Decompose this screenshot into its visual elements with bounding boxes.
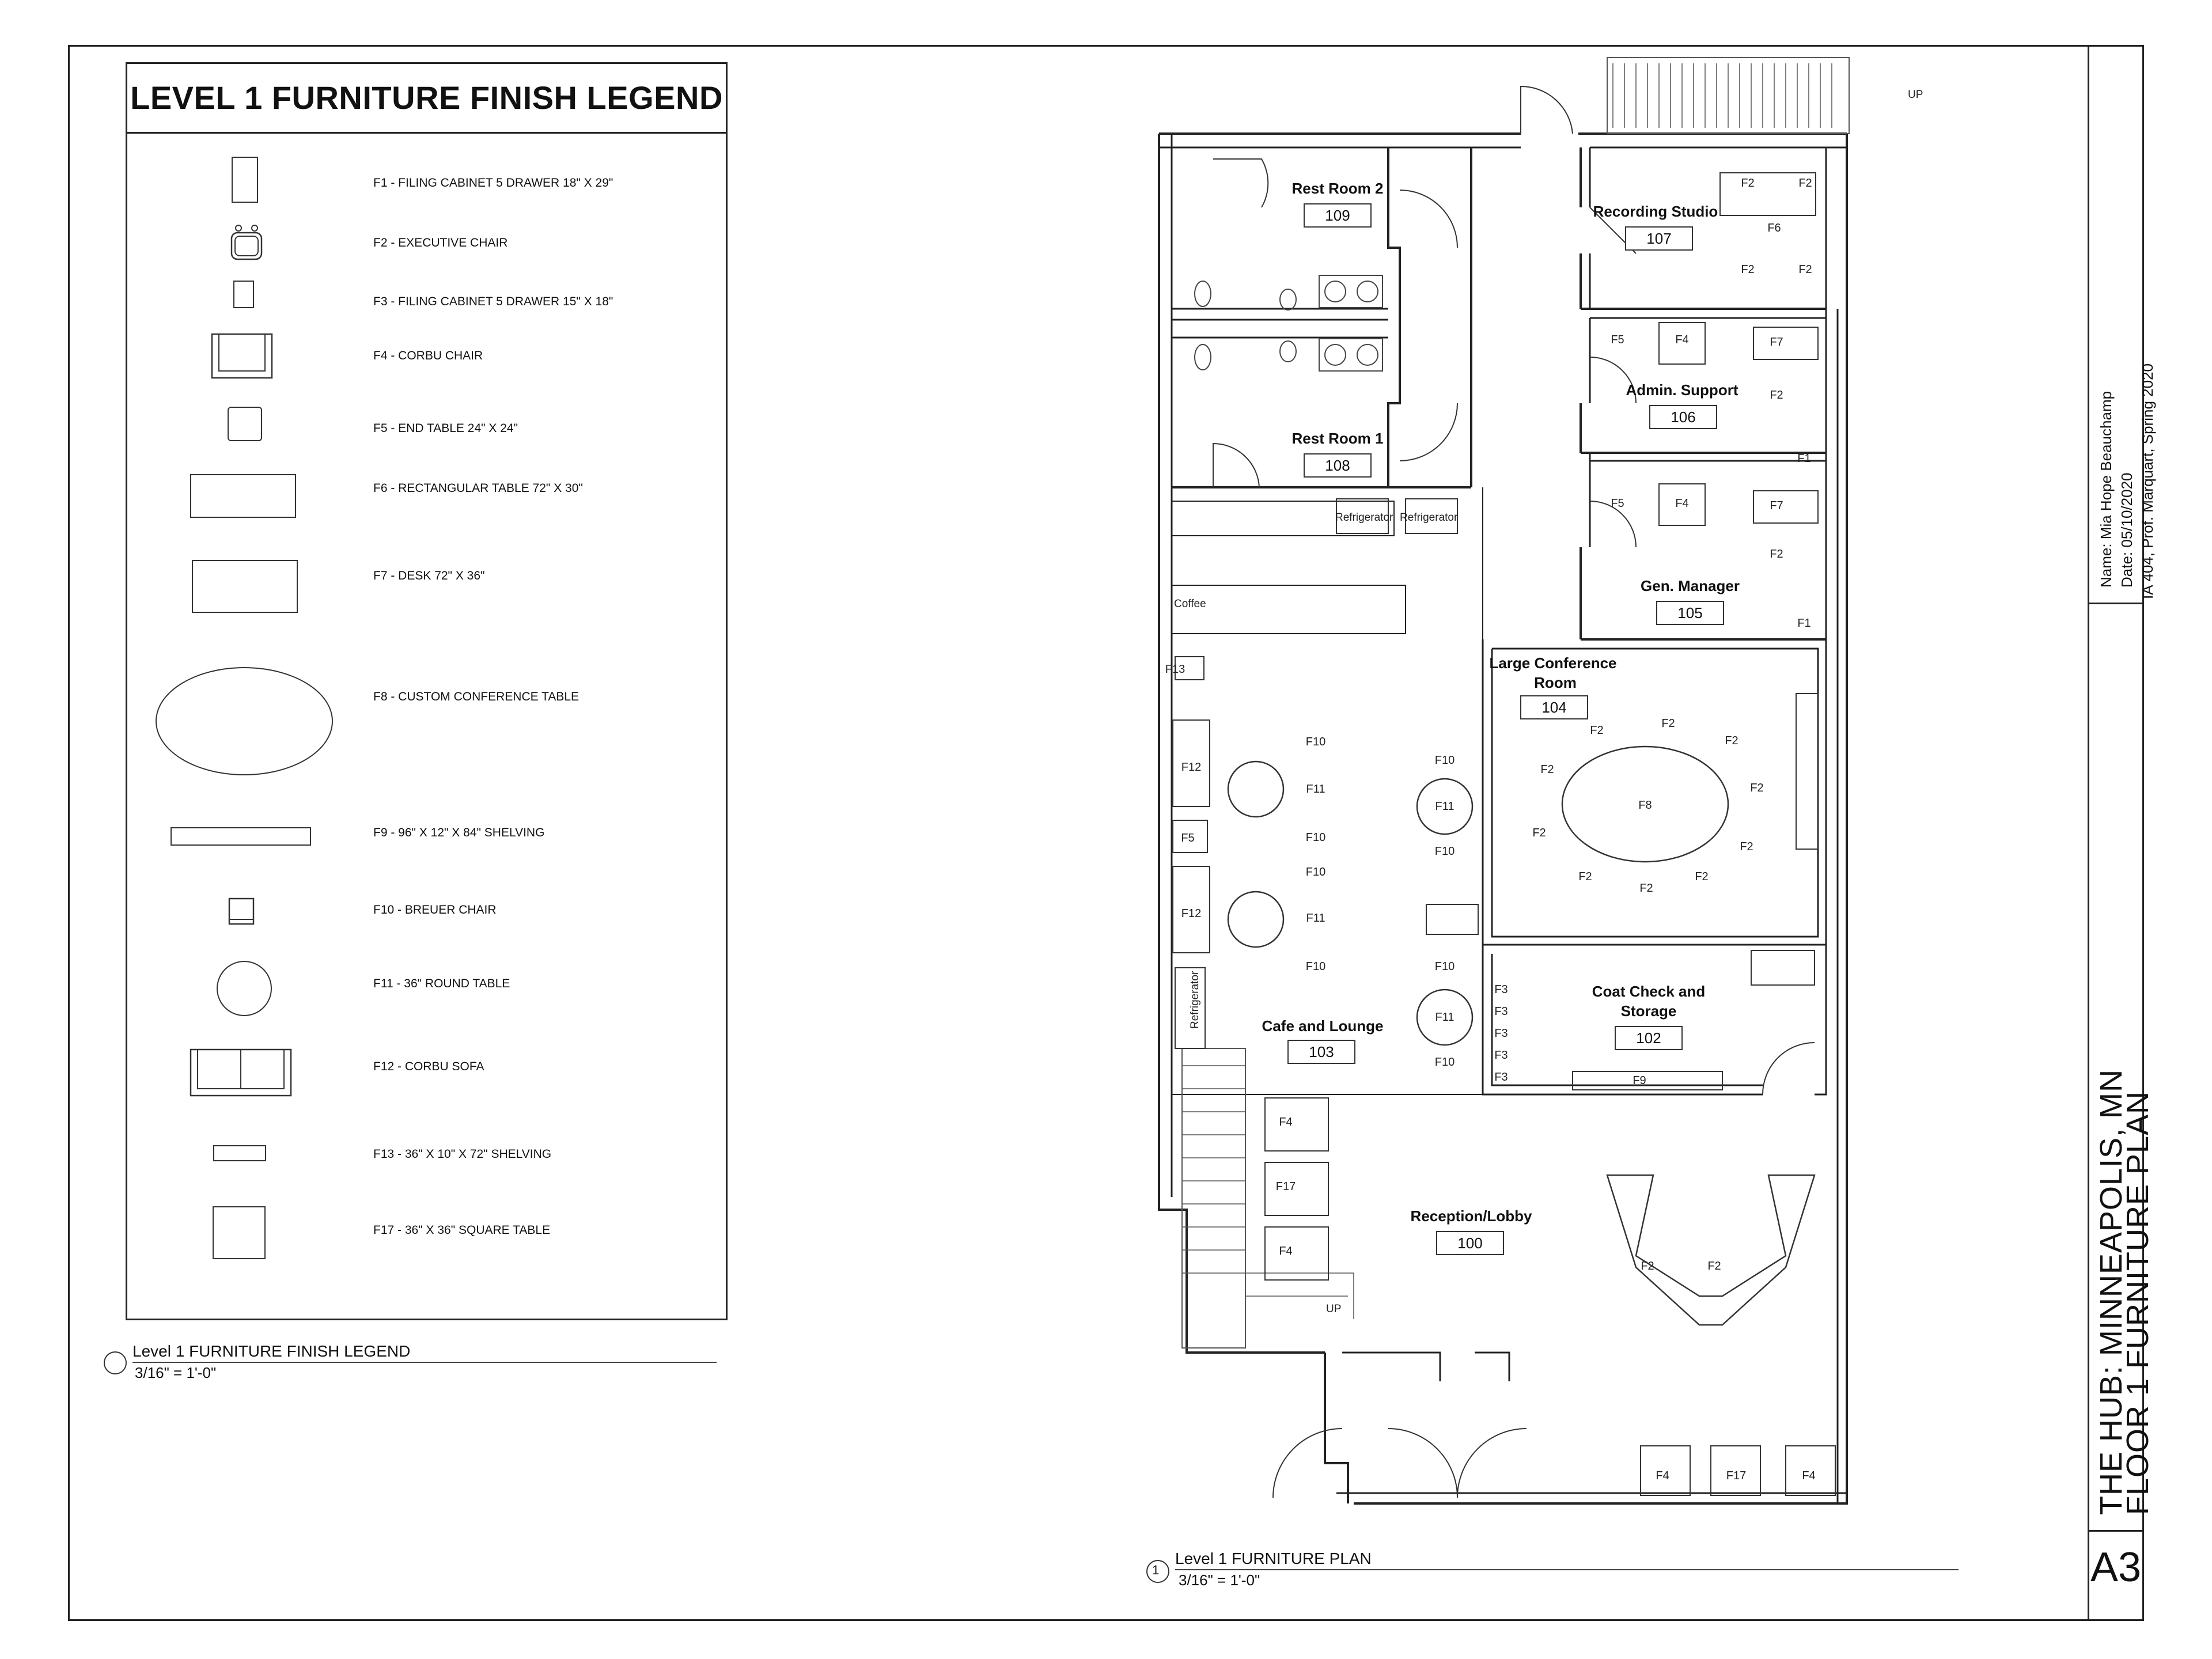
tag-f2-gm: F2 — [1770, 548, 1783, 560]
tag-f11-d: F11 — [1435, 1011, 1455, 1024]
room-name-109: Rest Room 2 — [1291, 180, 1384, 197]
room-name-102-line1: Coat Check and — [1592, 983, 1706, 1000]
room-name-105: Gen. Manager — [1641, 577, 1740, 594]
south-stair — [1182, 1048, 1245, 1348]
toilet-icon — [1195, 281, 1211, 306]
legend-item-f17: F17 - 36" X 36" SQUARE TABLE — [373, 1224, 551, 1237]
tag-f1-gm: F1 — [1797, 617, 1811, 630]
sheet-title: FLOOR 1 FURNITURE PLAN — [2120, 1090, 2155, 1515]
room-name-107: Recording Studio — [1593, 203, 1718, 220]
tag-f3-1: F3 — [1494, 983, 1508, 996]
project-title: THE HUB: MINNEAPOLIS, MN — [2094, 1069, 2128, 1515]
tag-f2-c1: F2 — [1590, 724, 1604, 737]
legend-item-f11: F11 - 36" ROUND TABLE — [373, 977, 510, 990]
north-stair-up-label: UP — [1908, 89, 1923, 101]
tag-f1-admin: F1 — [1797, 452, 1811, 465]
tag-f3-4: F3 — [1494, 1049, 1508, 1062]
legend-item-f4: F4 - CORBU CHAIR — [373, 349, 483, 362]
legend-item-f10: F10 - BREUER CHAIR — [373, 903, 497, 916]
tag-f2-c5: F2 — [1740, 840, 1753, 853]
urinal-icon — [1280, 289, 1296, 310]
legend-item-f5: F5 - END TABLE 24" X 24" — [373, 422, 518, 435]
tag-f13: F13 — [1165, 663, 1185, 676]
room-name-108: Rest Room 1 — [1291, 430, 1384, 447]
plan-caption-rule — [1175, 1569, 1959, 1570]
room-number-108: 108 — [1325, 457, 1350, 474]
tag-f12-1: F12 — [1181, 761, 1202, 774]
entry-doors — [1273, 1429, 1527, 1498]
room-number-105: 105 — [1677, 604, 1703, 622]
room-number-107: 107 — [1646, 230, 1672, 247]
tag-f2-s1: F2 — [1741, 177, 1755, 190]
cafe-boundary — [1172, 487, 1483, 1094]
room-name-106: Admin. Support — [1626, 381, 1738, 399]
coat-chairs — [1751, 950, 1815, 985]
shelving-f9 — [1573, 1071, 1722, 1090]
tag-f2-c9: F2 — [1532, 827, 1546, 839]
title-block-divider-2 — [2088, 1530, 2144, 1532]
tag-f2-admin: F2 — [1770, 389, 1783, 402]
desk-f7-2 — [1753, 491, 1818, 523]
room-number-104: 104 — [1541, 699, 1567, 716]
tag-f5-gm: F5 — [1611, 497, 1624, 510]
sink-icon — [1325, 344, 1346, 365]
tag-f2-c7: F2 — [1639, 882, 1653, 895]
round-table-2 — [1228, 892, 1283, 947]
tag-f10-f: F10 — [1434, 845, 1455, 858]
legend-item-f8: F8 - CUSTOM CONFERENCE TABLE — [373, 690, 579, 703]
plan-caption-scale: 3/16" = 1'-0" — [1179, 1571, 1260, 1589]
tag-f10-b: F10 — [1305, 831, 1326, 844]
refrigerator-label-2: Refrigerator — [1400, 512, 1458, 524]
tag-f8: F8 — [1638, 799, 1652, 812]
tag-f5-admin: F5 — [1611, 334, 1624, 346]
south-stair-up-label: UP — [1326, 1303, 1342, 1315]
legend-item-f2: F2 - EXECUTIVE CHAIR — [373, 236, 508, 249]
tag-f17-lobby: F17 — [1275, 1180, 1296, 1193]
tag-f2-c2: F2 — [1661, 717, 1675, 730]
tag-f4-lobby4: F4 — [1802, 1469, 1816, 1482]
designer-name: Name: Mia Hope Beauchamp — [2097, 391, 2115, 588]
room-name-104-line1: Large Conference — [1489, 654, 1617, 672]
tag-f2-c8: F2 — [1578, 870, 1592, 883]
lobby-chair-f4-2 — [1265, 1227, 1328, 1280]
tag-f2-s2: F2 — [1798, 177, 1812, 190]
exterior-wall-west — [1159, 134, 1325, 1353]
sink-icon — [1325, 281, 1346, 302]
design-date: Date: 05/10/2020 — [2118, 472, 2135, 588]
round-table-1 — [1228, 762, 1283, 817]
tag-f2-c3: F2 — [1725, 734, 1738, 747]
legend-item-f7: F7 - DESK 72" X 36" — [373, 569, 485, 582]
legend-item-f9: F9 - 96" X 12" X 84" SHELVING — [373, 826, 545, 839]
tag-f7-admin: F7 — [1770, 336, 1783, 349]
cafe-refrigerator-label: Refrigerator — [1189, 971, 1201, 1029]
tag-f4-admin: F4 — [1675, 334, 1689, 346]
legend-caption-scale: 3/16" = 1'-0" — [135, 1364, 217, 1381]
sink-icon — [1357, 344, 1378, 365]
refrigerator-label-1: Refrigerator — [1335, 512, 1393, 524]
room-name-104-line2: Room — [1534, 674, 1577, 691]
tag-f3-2: F3 — [1494, 1005, 1508, 1018]
tag-f10-g: F10 — [1434, 960, 1455, 973]
cafe-counter — [1426, 904, 1478, 934]
room-name-103: Cafe and Lounge — [1262, 1017, 1384, 1035]
tag-f10-e: F10 — [1434, 754, 1455, 767]
sheet-number: A3 — [2090, 1544, 2142, 1590]
tag-f11-c: F11 — [1435, 800, 1455, 813]
conference-credenza — [1796, 694, 1818, 849]
tag-f11-a: F11 — [1306, 783, 1325, 796]
sink-counter-2 — [1319, 275, 1382, 308]
north-stair-treads — [1613, 63, 1832, 128]
restroom1-door — [1400, 403, 1457, 461]
legend-item-f3: F3 - FILING CABINET 5 DRAWER 15" X 18" — [373, 295, 613, 308]
tag-f5-cafe: F5 — [1181, 832, 1195, 844]
restroom-east-wall — [1388, 147, 1400, 487]
tag-f4-lobby1: F4 — [1279, 1116, 1293, 1128]
room-number-109: 109 — [1325, 207, 1350, 224]
restroom1-stall-door — [1213, 444, 1259, 487]
sink-icon — [1357, 281, 1378, 302]
tag-f2-c10: F2 — [1540, 763, 1554, 776]
legend-item-f6: F6 - RECTANGULAR TABLE 72" X 30" — [373, 482, 583, 495]
room-name-100: Reception/Lobby — [1410, 1207, 1532, 1225]
tag-f12-2: F12 — [1181, 907, 1202, 920]
office-east-wall — [1826, 147, 1838, 945]
tag-f7-gm: F7 — [1770, 499, 1783, 512]
tag-f10-c: F10 — [1305, 866, 1326, 878]
tag-f11-b: F11 — [1306, 912, 1325, 925]
room-name-102-line2: Storage — [1620, 1002, 1677, 1020]
tag-f2-s4: F2 — [1798, 263, 1812, 276]
room-number-103: 103 — [1309, 1043, 1334, 1060]
entry-vestibule — [1342, 1353, 1509, 1381]
course-info: IA 404, Prof. Marquart, Spring 2020 — [2139, 363, 2156, 599]
room-number-106: 106 — [1671, 408, 1696, 426]
desk-f7-1 — [1753, 327, 1818, 359]
tag-f3-5: F3 — [1494, 1071, 1508, 1084]
legend-item-f12: F12 - CORBU SOFA — [373, 1060, 484, 1073]
tag-f2-c6: F2 — [1695, 870, 1709, 883]
square-table-f17 — [1265, 1162, 1328, 1215]
restroom2-stall-door — [1213, 159, 1268, 207]
tag-f4-gm: F4 — [1675, 497, 1689, 510]
restroom-partitions — [1172, 309, 1388, 338]
tag-f3-3: F3 — [1494, 1027, 1508, 1040]
coffee-label: Coffee — [1174, 598, 1206, 610]
reception-desk — [1607, 1175, 1815, 1325]
tag-f6: F6 — [1767, 222, 1781, 234]
legend-item-f1: F1 - FILING CABINET 5 DRAWER 18" X 29" — [373, 176, 613, 190]
legend-caption-name: Level 1 FURNITURE FINISH LEGEND — [132, 1342, 411, 1360]
sink-counter-1 — [1319, 339, 1382, 371]
title-block-divider-1 — [2088, 603, 2144, 604]
tag-f10-h: F10 — [1434, 1056, 1455, 1069]
tag-f2-c4: F2 — [1750, 782, 1764, 794]
tag-f10-d: F10 — [1305, 960, 1326, 973]
coat-door — [1763, 1043, 1815, 1094]
legend-item-f13: F13 - 36" X 10" X 72" SHELVING — [373, 1147, 552, 1161]
tag-f2-reception1: F2 — [1641, 1260, 1654, 1272]
tag-f17-lobby2: F17 — [1726, 1469, 1747, 1482]
tag-f9: F9 — [1633, 1074, 1646, 1087]
tag-f4-lobby3: F4 — [1656, 1469, 1669, 1482]
room-number-100: 100 — [1457, 1234, 1483, 1252]
tag-f2-s3: F2 — [1741, 263, 1755, 276]
legend-title: LEVEL 1 FURNITURE FINISH LEGEND — [126, 62, 728, 134]
plan-caption-number: 1 — [1152, 1563, 1160, 1577]
lobby-chair-f4-1 — [1265, 1098, 1328, 1151]
exterior-wall-south — [1325, 1353, 1348, 1503]
tag-f4-lobby2: F4 — [1279, 1245, 1293, 1257]
urinal-icon — [1280, 341, 1296, 362]
tag-f10-a: F10 — [1305, 736, 1326, 748]
restroom2-door — [1400, 190, 1457, 248]
room-number-102: 102 — [1636, 1029, 1661, 1047]
plan-caption-name: Level 1 FURNITURE PLAN — [1175, 1550, 1372, 1567]
tag-f2-reception2: F2 — [1707, 1260, 1721, 1272]
north-door — [1521, 86, 1573, 134]
toilet-icon — [1195, 344, 1211, 370]
